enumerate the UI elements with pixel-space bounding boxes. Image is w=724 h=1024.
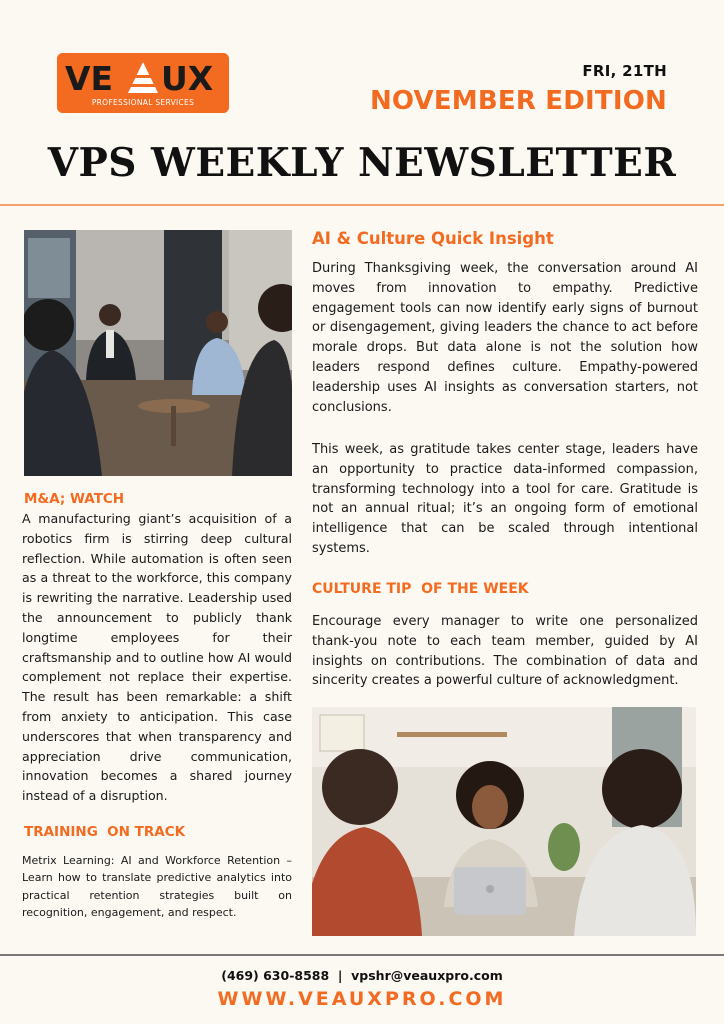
ai-culture-paragraph-1: During Thanksgiving week, the conversation around AI moves from innovation to empathy. Predictive engagement tools can now identify early signs of burnout or disengagement, giving leaders the chance to act before morale drops. But data alone is not the solution how leaders respond defines culture. Empathy-powered leadership uses AI insights as conversation starters, not conclusions. [312,261,698,415]
logo-letters-left: VE [65,59,114,98]
ma-watch-text: A manufacturing giant’s acquisition of a robotics firm is stirring deep cultural reflection. While automation is often seen as a threat to the workforce, this company is rewriting the narrative. Leadership used the announcement to publicly thank longtime employees for their craftsmanship and to outline how AI would complement not replace their expertise. The result has been remarkable: a shift from anxiety to anticipation. This case underscores that when transparency and appreciation drive communication, innovation becomes a shared journey instead of a disruption. [22,511,292,804]
header-divider [0,204,724,206]
training-text: Metrix Learning: AI and Workforce Retention – Learn how to translate predictive analytics into practical retention strategies built on recognition, engagement, and respect. [22,854,292,919]
issue-date: FRI, 21TH [582,62,667,80]
footer-website-link[interactable]: WWW.VEAUXPRO.COM [217,988,507,1010]
footer-contact: (469) 630-8588 | vpshr@veauxpro.com [221,968,503,983]
training-heading: TRAINING ON TRACK [24,824,186,840]
newsletter-title: VPS WEEKLY NEWSLETTER [47,140,677,186]
logo-tagline: PROFESSIONAL SERVICES [91,98,195,107]
ai-culture-heading: AI & Culture Quick Insight [312,229,554,248]
culture-tip-heading: CULTURE TIP OF THE WEEK [312,581,529,597]
ma-watch-heading: M&A; WATCH [24,491,125,507]
edition-label: NOVEMBER EDITION [369,86,667,116]
culture-tip-text: Encourage every manager to write one personalized thank-you note to each team member, guided by AI insights on contributions. The combination of data and sincerity creates a powerful culture of acknowledgment. [312,614,698,689]
company-logo [57,53,229,113]
logo-letters-right: UX [161,59,214,98]
meeting-photo [24,230,292,476]
team-photo [312,707,696,936]
ai-culture-paragraph-2: This week, as gratitude takes center stage, leaders have an opportunity to practice data-informed compassion, transforming technology into a tool for care. Gratitude is not an annual ritual; it’s an ongoing form of emotional intelligence that can be scaled through intentional systems. [312,442,698,556]
footer-divider [0,954,724,956]
